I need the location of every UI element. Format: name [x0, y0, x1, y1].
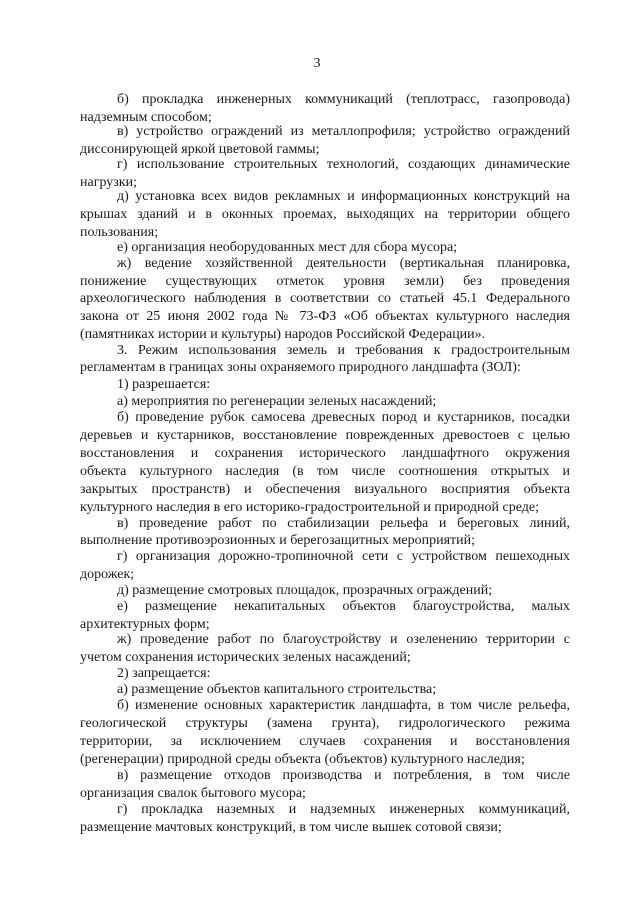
text-line: в) проведение работ по стабилизации рельефа и береговых линий,: [117, 516, 570, 531]
text-line: пользования;: [80, 225, 159, 240]
text-line: в) устройство ограждений из металлопрофиля; устройство ограждений: [117, 124, 570, 139]
text-line: б) прокладка инженерных коммуникаций (теплотрасс, газопровода): [117, 92, 570, 107]
text-line: д) размещение смотровых площадок, прозрачных ограждений;: [117, 583, 493, 598]
text-line: закона от 25 июня 2002 года № 73-ФЗ «Об объектах культурного наследия: [80, 309, 570, 324]
text-line: д) установка всех видов рекламных и информационных конструкций на: [117, 189, 570, 204]
text-line: е) размещение некапитальных объектов благоустройства, малых: [117, 599, 570, 614]
text-line: объекта культурного наследия (в том числе соотношения открытых и: [80, 464, 570, 479]
text-line: 3. Режим использования земель и требования к градостроительным: [117, 343, 570, 358]
text-line: ж) проведение работ по благоустройству и озеленению территории с: [117, 632, 570, 647]
text-line: археологического наблюдения в соответствии со статьей 45.1 Федерального: [80, 291, 570, 306]
text-line: (памятниках истории и культуры) народов Российской Федерации».: [80, 327, 486, 342]
text-line: 1) разрешается:: [117, 377, 211, 392]
text-line: а) мероприятия по регенерации зеленых насаждений;: [117, 394, 437, 409]
text-line: б) изменение основных характеристик ландшафта, в том числе рельефа,: [117, 698, 570, 713]
text-line: закрытых пространств) и обеспечения визуального восприятия объекта: [80, 482, 570, 497]
text-line: регламентам в границах зоны охраняемого природного ландшафта (ЗОЛ):: [80, 360, 521, 375]
text-line: учетом сохранения исторических зеленых насаждений;: [80, 650, 411, 665]
text-line: в) размещение отходов производства и потребления, в том числе: [117, 768, 570, 783]
text-line: культурного наследия в его историко-градостроительной и природной среде;: [80, 500, 539, 515]
text-line: (регенерации) природной среды объекта (объектов) культурного наследия;: [80, 752, 525, 767]
text-line: размещение мачтовых конструкций, в том числе вышек сотовой связи;: [80, 820, 502, 835]
text-line: архитектурных форм;: [80, 617, 210, 632]
text-line: надземным способом;: [80, 110, 212, 125]
text-line: диссонирующей яркой цветовой гаммы;: [80, 142, 320, 157]
text-line: г) прокладка наземных и надземных инженерных коммуникаций,: [117, 802, 570, 817]
text-line: г) использование строительных технологий, создающих динамические: [117, 157, 570, 172]
text-line: геологической структуры (замена грунта), гидрологического режима: [80, 716, 570, 731]
text-line: восстановления и сохранения исторического ландшафтного окружения: [80, 446, 570, 461]
text-line: е) организация необорудованных мест для сбора мусора;: [117, 240, 458, 255]
text-line: нагрузки;: [80, 175, 137, 190]
page-number: 3: [313, 56, 321, 71]
text-line: организация свалок бытового мусора;: [80, 786, 306, 801]
text-line: г) организация дорожно-тропиночной сети с устройством пешеходных: [117, 549, 570, 564]
text-line: деревьев и кустарников, восстановление поврежденных древостоев с целью: [80, 428, 570, 443]
text-line: а) размещение объектов капитального строительства;: [117, 682, 437, 697]
text-line: ж) ведение хозяйственной деятельности (вертикальная планировка,: [117, 256, 570, 271]
text-line: б) проведение рубок самосева древесных пород и кустарников, посадки: [117, 410, 570, 425]
text-line: крышах зданий и в оконных проемах, выходящих на территории общего: [80, 207, 570, 222]
text-line: понижение существующих отметок уровня земли) без проведения: [80, 274, 570, 289]
text-line: 2) запрещается:: [117, 666, 211, 681]
text-line: дорожек;: [80, 567, 135, 582]
text-line: выполнение противоэрозионных и берегозащитных мероприятий;: [80, 533, 476, 548]
text-line: территории, за исключением случаев сохранения и восстановления: [80, 734, 570, 749]
